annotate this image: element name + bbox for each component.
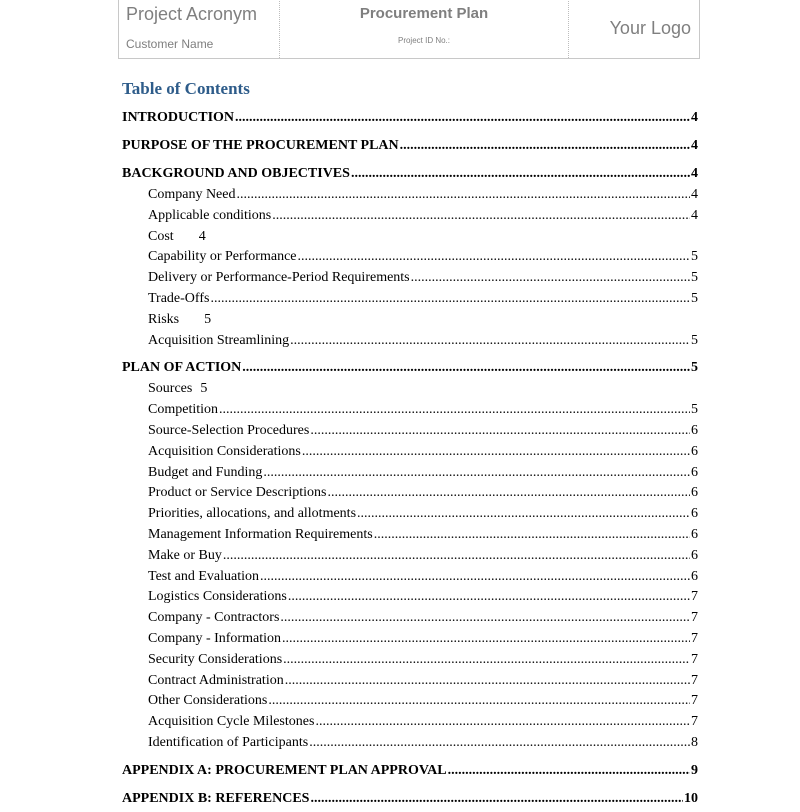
toc-dot-leader (302, 444, 690, 460)
toc-dot-leader (357, 506, 690, 522)
toc-subsection-entry[interactable] (122, 423, 698, 444)
toc-subsection-entry[interactable] (122, 208, 698, 229)
toc-entry-title: PLAN OF ACTION (122, 360, 242, 376)
toc-page-number: 5 (691, 332, 698, 348)
toc-subsection-entry[interactable] (122, 693, 698, 714)
toc-entry-title: Competition (148, 402, 218, 418)
toc-page-number: 7 (691, 589, 698, 605)
toc-dot-leader (219, 402, 690, 418)
toc-entry-title: Company Need (148, 187, 236, 202)
toc-dot-leader (223, 548, 690, 564)
toc-dot-leader (282, 631, 690, 647)
toc-entry-title: Acquisition Considerations (148, 443, 301, 459)
toc-dot-leader (290, 333, 690, 349)
toc-page-number: 6 (691, 506, 698, 522)
toc-page-number: 4 (198, 228, 206, 244)
toc-entry-title: Company - Contractors (148, 610, 280, 626)
toc-dot-leader (260, 569, 690, 585)
header-left-cell (119, 0, 280, 58)
table-of-contents (122, 110, 698, 812)
toc-page-number: 5 (691, 270, 698, 286)
toc-dot-leader (310, 423, 690, 439)
toc-dot-leader (210, 291, 690, 307)
toc-page-number: 6 (691, 568, 698, 584)
toc-dot-leader (351, 166, 690, 182)
toc-entry-title: Acquisition Streamlining (148, 332, 290, 348)
toc-page-number: 5 (204, 311, 212, 327)
toc-heading: Table of Contents (122, 79, 250, 98)
toc-subsection-entry[interactable] (122, 548, 698, 569)
toc-subsection-entry[interactable] (122, 589, 698, 610)
toc-subsection-entry[interactable] (122, 249, 698, 270)
toc-subsection-entry[interactable] (122, 187, 698, 208)
toc-entry-title: Applicable conditions (148, 207, 272, 223)
toc-subsection-entry[interactable] (122, 485, 698, 506)
toc-subsection-entry[interactable] (122, 673, 698, 694)
toc-subsection-entry[interactable] (122, 444, 698, 465)
toc-dot-leader (236, 187, 690, 203)
toc-section-entry[interactable] (122, 166, 698, 187)
project-acronym: Project Acronym (126, 4, 258, 24)
toc-subsection-entry[interactable] (122, 652, 698, 673)
document-title: Procurement Plan (359, 5, 489, 22)
header-right-cell (569, 0, 701, 58)
toc-subsection-entry[interactable] (122, 569, 698, 590)
toc-dot-leader (374, 527, 690, 543)
toc-dot-leader (327, 485, 690, 501)
toc-section-entry[interactable] (122, 138, 698, 159)
toc-entry-title: Management Information Requirements (148, 526, 373, 542)
project-id-label: Project ID No.: (397, 36, 450, 45)
toc-dot-leader (310, 791, 683, 807)
toc-section-entry[interactable] (122, 110, 698, 131)
toc-subsection-entry[interactable] (122, 527, 698, 548)
toc-dot-leader (288, 589, 690, 605)
toc-page-number: 4 (691, 207, 698, 223)
toc-entry-title: APPENDIX A: PROCUREMENT PLAN APPROVAL (122, 762, 447, 778)
toc-page-number: 7 (691, 693, 698, 709)
toc-entry-title: Trade-Offs (148, 290, 210, 306)
toc-subsection-entry[interactable] (122, 506, 698, 527)
toc-entry-title: Other Considerations (148, 693, 268, 709)
toc-dot-leader (263, 465, 690, 481)
toc-entry-title: Identification of Participants (148, 734, 309, 750)
toc-subsection-entry[interactable] (122, 610, 698, 631)
toc-dot-leader (242, 360, 690, 376)
toc-page-number: 5 (200, 381, 208, 397)
toc-entry-title: Cost (148, 228, 174, 244)
toc-entry-title: BACKGROUND AND OBJECTIVES (122, 166, 350, 181)
toc-dot-leader (298, 249, 690, 265)
toc-page-number: 10 (684, 790, 698, 806)
page-header (118, 0, 700, 59)
toc-page-number: 6 (691, 526, 698, 542)
toc-entry-title: Source-Selection Procedures (148, 422, 310, 438)
toc-dot-leader (283, 652, 690, 668)
toc-page-number: 6 (691, 422, 698, 438)
toc-entry-title: Capability or Performance (148, 249, 297, 265)
toc-subsection-entry[interactable] (122, 312, 698, 333)
toc-page-number: 4 (691, 187, 698, 202)
toc-dot-leader (285, 673, 690, 689)
toc-page-number: 5 (691, 360, 698, 376)
toc-entry-title: Product or Service Descriptions (148, 485, 327, 501)
toc-page-number: 9 (691, 762, 698, 778)
toc-entry-title: INTRODUCTION (122, 110, 235, 125)
toc-entry-title: Delivery or Performance-Period Requirements (148, 270, 410, 286)
toc-page-number: 4 (691, 166, 698, 181)
toc-page-number: 4 (691, 138, 698, 153)
toc-entry-title: Acquisition Cycle Milestones (148, 714, 315, 730)
toc-subsection-entry[interactable] (122, 735, 698, 756)
toc-subsection-entry[interactable] (122, 333, 698, 354)
toc-page-number: 6 (691, 464, 698, 480)
toc-subsection-entry[interactable] (122, 714, 698, 735)
toc-subsection-entry[interactable] (122, 270, 698, 291)
toc-entry-title: PURPOSE OF THE PROCUREMENT PLAN (122, 138, 399, 153)
toc-page-number: 6 (691, 485, 698, 501)
toc-page-number: 7 (691, 714, 698, 730)
toc-subsection-entry[interactable] (122, 465, 698, 486)
toc-dot-leader (448, 763, 690, 779)
toc-subsection-entry[interactable] (122, 631, 698, 652)
toc-subsection-entry[interactable] (122, 402, 698, 423)
toc-entry-title: Risks (148, 311, 180, 327)
toc-entry-title: Make or Buy (148, 547, 222, 563)
toc-section-entry[interactable] (122, 360, 698, 381)
toc-page-number: 5 (691, 402, 698, 418)
toc-entry-title: APPENDIX B: REFERENCES (122, 790, 310, 806)
customer-name: Customer Name (126, 37, 214, 51)
toc-entry-title: Priorities, allocations, and allotments (148, 506, 357, 522)
logo-placeholder: Your Logo (609, 18, 691, 38)
toc-dot-leader (309, 735, 690, 751)
toc-dot-leader (411, 270, 690, 286)
toc-dot-leader (315, 714, 690, 730)
header-center-cell (280, 0, 569, 58)
toc-page-number: 8 (691, 734, 698, 750)
toc-dot-leader (272, 208, 690, 224)
toc-subsection-entry[interactable] (122, 381, 698, 402)
toc-dot-leader (400, 138, 690, 154)
toc-page-number: 5 (691, 290, 698, 306)
toc-section-entry[interactable] (122, 791, 698, 812)
toc-page-number: 7 (691, 610, 698, 626)
toc-dot-leader (268, 693, 690, 709)
toc-dot-leader (280, 610, 690, 626)
toc-entry-title: Sources (148, 381, 193, 397)
toc-page-number: 4 (691, 110, 698, 125)
toc-entry-title: Company - Information (148, 630, 281, 646)
toc-dot-leader (235, 110, 690, 126)
toc-section-entry[interactable] (122, 763, 698, 784)
toc-entry-title: Logistics Considerations (148, 589, 287, 605)
toc-entry-title: Security Considerations (148, 651, 283, 667)
toc-subsection-entry[interactable] (122, 291, 698, 312)
toc-subsection-entry[interactable] (122, 229, 698, 250)
toc-entry-title: Budget and Funding (148, 464, 263, 480)
toc-page-number: 5 (691, 249, 698, 265)
toc-entry-title: Test and Evaluation (148, 568, 259, 584)
toc-page-number: 6 (691, 547, 698, 563)
toc-entry-title: Contract Administration (148, 672, 284, 688)
toc-page-number: 6 (691, 443, 698, 459)
toc-page-number: 7 (691, 630, 698, 646)
toc-page-number: 7 (691, 651, 698, 667)
toc-page-number: 7 (691, 672, 698, 688)
